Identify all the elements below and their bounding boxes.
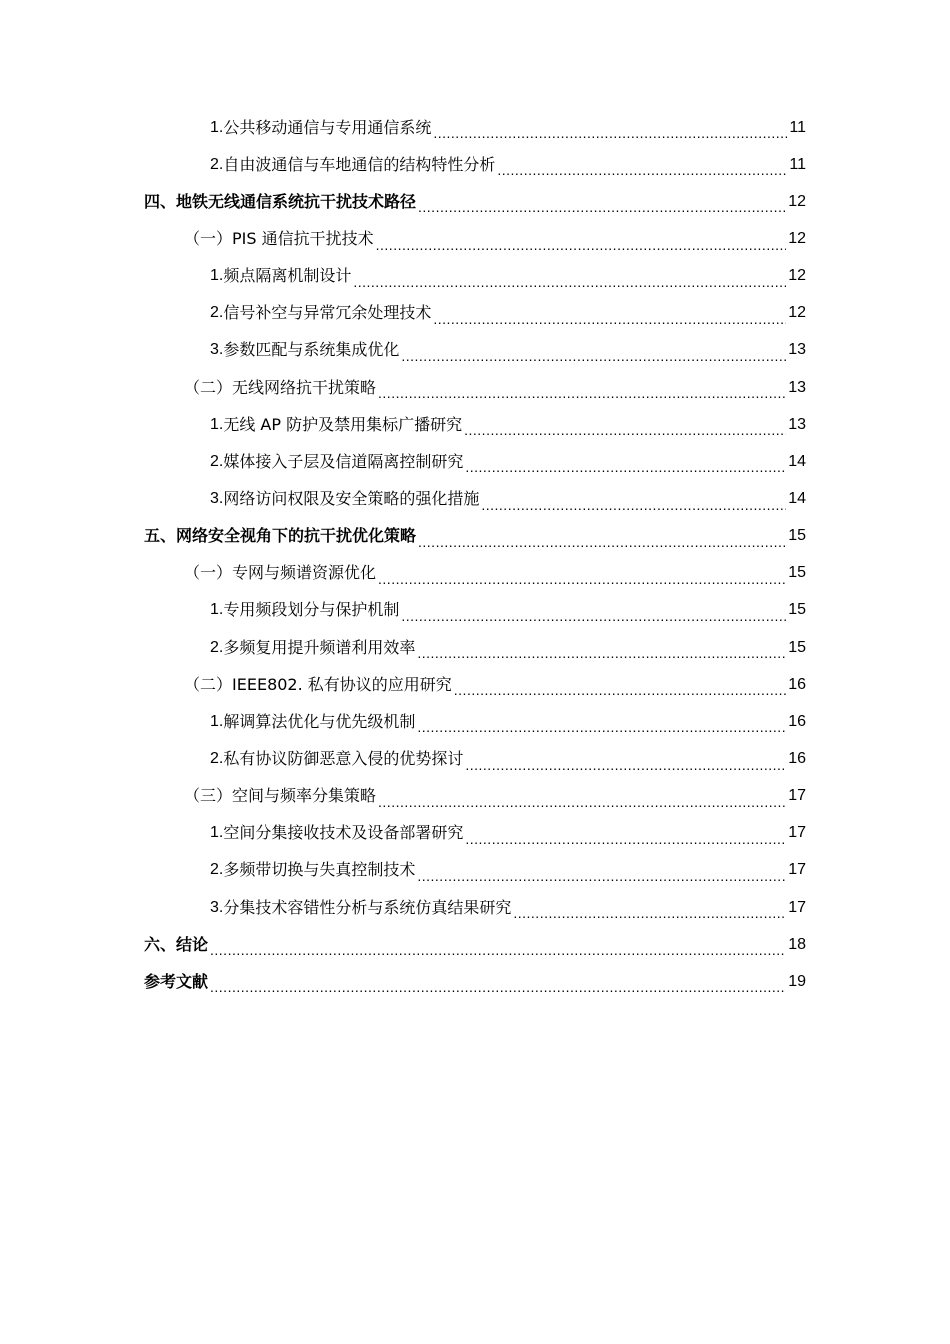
toc-page-number: 13 (788, 341, 806, 359)
toc-dot-leader (378, 573, 786, 592)
toc-dot-leader (465, 461, 786, 480)
toc-entry-title: 空间与频率分集策略 (232, 786, 377, 806)
toc-entry-title: IEEE802. 私有协议的应用研究 (232, 674, 452, 694)
toc-entry-title: 无线网络抗干扰策略 (232, 377, 377, 397)
toc-entry[interactable] (0, 295, 950, 332)
toc-entry[interactable] (0, 926, 950, 963)
toc-entry[interactable] (0, 889, 950, 926)
toc-entry-number: （一） (184, 563, 233, 583)
toc-entry[interactable] (0, 109, 950, 146)
table-of-contents (0, 109, 950, 1000)
toc-entry-title: 专网与频谱资源优化 (232, 563, 377, 583)
toc-entry-title: 频点隔离机制设计 (223, 266, 352, 286)
toc-entry-title: 自由波通信与车地通信的结构特性分析 (223, 154, 496, 174)
toc-entry-number: 2. (210, 861, 224, 879)
toc-dot-leader (454, 684, 786, 703)
toc-page-number: 17 (788, 861, 806, 879)
toc-page-number: 16 (788, 749, 806, 767)
toc-entry-number: 1. (210, 712, 224, 730)
toc-entry-number: （一） (184, 228, 233, 248)
toc-entry[interactable] (0, 406, 950, 443)
toc-page-number: 13 (788, 415, 806, 433)
toc-entry[interactable] (0, 703, 950, 740)
toc-entry-title: 无线 AP 防护及禁用集标广播研究 (223, 414, 463, 434)
toc-entry-number: 1. (210, 601, 224, 619)
toc-dot-leader (378, 387, 786, 406)
toc-dot-leader (513, 907, 786, 926)
toc-page-number: 12 (788, 304, 806, 322)
toc-entry-title: 专用频段划分与保护机制 (223, 600, 400, 620)
toc-dot-leader (465, 759, 786, 778)
toc-page-number: 11 (789, 118, 806, 136)
toc-page-number: 12 (788, 229, 806, 247)
toc-entry[interactable] (0, 852, 950, 889)
toc-dot-leader (418, 536, 786, 555)
toc-entry[interactable] (0, 518, 950, 555)
toc-entry[interactable] (0, 146, 950, 183)
toc-entry[interactable] (0, 815, 950, 852)
toc-page-number: 15 (788, 564, 806, 582)
toc-entry-number: 2. (210, 749, 224, 767)
toc-dot-leader (401, 610, 786, 629)
toc-page-number: 19 (788, 972, 806, 990)
toc-entry-number: 2. (210, 452, 224, 470)
toc-page-number: 15 (788, 527, 806, 545)
toc-entry-title: 公共移动通信与专用通信系统 (223, 117, 432, 137)
toc-entry[interactable] (0, 369, 950, 406)
toc-entry[interactable] (0, 183, 950, 220)
toc-dot-leader (417, 647, 786, 666)
toc-entry[interactable] (0, 592, 950, 629)
toc-entry-number: （二） (184, 674, 233, 694)
toc-entry-number: 3. (210, 898, 224, 916)
toc-entry-title: 网络访问权限及安全策略的强化措施 (223, 488, 480, 508)
toc-entry[interactable] (0, 220, 950, 257)
toc-entry-number: 3. (210, 341, 224, 359)
toc-entry[interactable] (0, 258, 950, 295)
toc-dot-leader (210, 944, 786, 963)
toc-dot-leader (433, 127, 787, 146)
toc-entry-number: 1. (210, 267, 224, 285)
toc-entry[interactable] (0, 740, 950, 777)
toc-page-number: 11 (789, 155, 806, 173)
toc-entry-title: 信号补空与异常冗余处理技术 (223, 303, 432, 323)
toc-entry-number: （二） (184, 377, 233, 397)
toc-dot-leader (464, 424, 786, 443)
toc-entry[interactable] (0, 555, 950, 592)
toc-dot-leader (378, 796, 786, 815)
toc-entry[interactable] (0, 443, 950, 480)
toc-entry-number: （三） (184, 786, 233, 806)
toc-entry-title: 多频复用提升频谱利用效率 (223, 637, 416, 657)
toc-entry-title: 媒体接入子层及信道隔离控制研究 (223, 451, 464, 471)
toc-page-number: 15 (788, 638, 806, 656)
toc-entry[interactable] (0, 480, 950, 517)
toc-dot-leader (481, 499, 786, 518)
toc-page-number: 17 (788, 824, 806, 842)
toc-entry-number: 3. (210, 489, 224, 507)
toc-page-number: 15 (788, 601, 806, 619)
toc-entry-title: 私有协议防御恶意入侵的优势探讨 (223, 748, 464, 768)
toc-entry-title: 分集技术容错性分析与系统仿真结果研究 (223, 897, 512, 917)
toc-entry-number: 1. (210, 118, 224, 136)
toc-entry-number: 2. (210, 638, 224, 656)
toc-entry-title: 多频带切换与失真控制技术 (223, 860, 416, 880)
toc-page-number: 14 (788, 452, 806, 470)
toc-dot-leader (417, 721, 786, 740)
toc-dot-leader (417, 870, 786, 889)
toc-dot-leader (210, 981, 786, 1000)
toc-entry-number: 2. (210, 155, 224, 173)
toc-entry-number: 1. (210, 415, 224, 433)
toc-dot-leader (401, 350, 786, 369)
toc-page-number: 14 (788, 489, 806, 507)
toc-dot-leader (433, 313, 786, 332)
toc-entry-title: PIS 通信抗干扰技术 (232, 228, 374, 248)
toc-entry[interactable] (0, 778, 950, 815)
toc-dot-leader (418, 201, 786, 220)
toc-page-number: 16 (788, 675, 806, 693)
toc-dot-leader (465, 833, 786, 852)
toc-page-number: 17 (788, 898, 806, 916)
toc-entry-title: 空间分集接收技术及设备部署研究 (223, 823, 464, 843)
toc-entry[interactable] (0, 629, 950, 666)
toc-page-number: 13 (788, 378, 806, 396)
toc-entry-title: 四、地铁无线通信系统抗干扰技术路径 (144, 191, 417, 211)
toc-entry-title: 解调算法优化与优先级机制 (223, 711, 416, 731)
toc-page-number: 16 (788, 712, 806, 730)
toc-page-number: 18 (788, 935, 806, 953)
toc-entry-title: 五、网络安全视角下的抗干扰优化策略 (144, 526, 417, 546)
toc-dot-leader (376, 239, 787, 258)
toc-entry-title: 参考文献 (144, 971, 209, 991)
toc-entry-title: 六、结论 (144, 934, 209, 954)
toc-entry-number: 1. (210, 824, 224, 842)
toc-entry[interactable] (0, 666, 950, 703)
toc-page-number: 12 (788, 192, 806, 210)
toc-entry[interactable] (0, 963, 950, 1000)
toc-page-number: 12 (788, 267, 806, 285)
toc-dot-leader (353, 276, 786, 295)
toc-entry-number: 2. (210, 304, 224, 322)
toc-page-number: 17 (788, 787, 806, 805)
toc-dot-leader (497, 164, 787, 183)
toc-entry[interactable] (0, 332, 950, 369)
toc-entry-title: 参数匹配与系统集成优化 (223, 340, 400, 360)
